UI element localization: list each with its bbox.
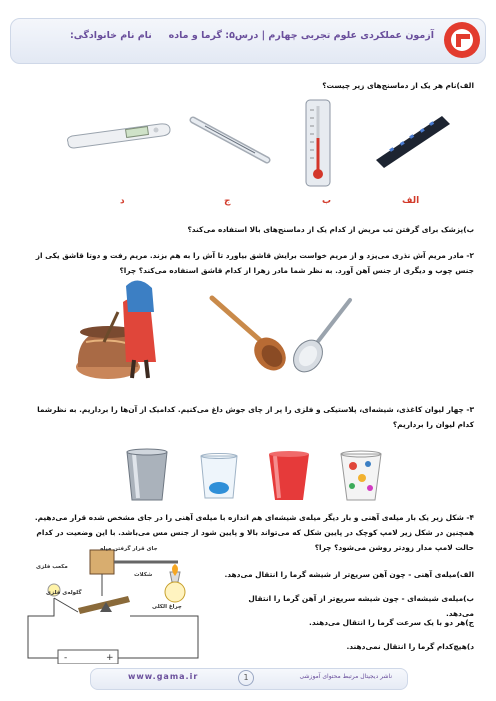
label-block: شکلات xyxy=(134,572,153,578)
label-rod-position: جای قرار گرفتن میله xyxy=(100,546,158,552)
answer-option-jim: ج)هر دو با یک سرعت گرما را انتقال می‌دهند. xyxy=(309,618,474,627)
label-alcohol-lamp: چراغ الکلی xyxy=(152,604,182,610)
footer-publisher: ناشر دیجیتال مرتبط محتوای آموزشی xyxy=(299,673,392,680)
question-1-be: ب)پزشک برای گرفتن تب مریض از کدام یک از دماسنج‌های بالا استفاده می‌کند؟ xyxy=(187,225,474,234)
glass-cup-image xyxy=(198,452,240,502)
thermometer-label-d: د xyxy=(120,196,125,206)
question-4: ۴- شکل زیر یک بار میله‌ی آهنی و بار دیگر میله‌ی شیشه‌ای هم اندازه با میله‌ی آهنی را در جای مشخص شده قرار می‌دهیم. همچنین در شکل زیر لامپ کوچک در پایین شکل که می‌تواند بالا و پایین شود از جنس مس می‌باشد. با این وضعیت در کدام حالت لامپ مدار زودتر روشن می‌شود؟ چرا؟ xyxy=(34,513,474,552)
question-2: ۲- مادر مریم آش نذری می‌پزد و از مریم خواست برایش قاشق بیاورد تا آش را به هم بزند. مریم رفت و دوتا قاشق یکی از جنس چوب و دیگری از جنس آهن آورد. به نظر شما مادر زهرا از کدام قاشق استفاده می‌کند؟ چرا؟ xyxy=(35,251,474,275)
page-number: 1 xyxy=(238,670,254,686)
strip-thermometer-image xyxy=(372,110,452,170)
header-bar xyxy=(10,18,486,64)
svg-text:-: - xyxy=(64,653,68,663)
gama-logo xyxy=(442,20,482,60)
thermometer-label-j: ج xyxy=(224,196,231,206)
label-metal-ball: گلوله‌ی فلزی xyxy=(46,590,82,596)
mercury-thermometer-image xyxy=(185,110,275,170)
worksheet-title: آزمون عملکردی علوم تجربی چهارم | درس۵: گرما و ماده xyxy=(168,30,434,41)
paper-cup-image xyxy=(338,450,384,504)
footer-website[interactable]: www.gama.ir xyxy=(128,672,199,681)
thermometer-label-b: ب xyxy=(322,196,332,206)
metal-cup-image xyxy=(124,448,170,504)
svg-text:+: + xyxy=(106,653,114,663)
student-name-label: نام نام خانوادگی: xyxy=(70,30,152,41)
question-3: ۳- چهار لیوان کاغذی، شیشه‌ای، پلاستیکی و فلزی را پر از چای جوش داغ می‌کنیم. کدامیک از آن‌ها را برداریم. به نظرشما کدام لیوان را برداریم؟ xyxy=(37,405,474,429)
answer-option-be: ب)میله‌ی شیشه‌ای - چون شیشه سریع‌تر از آهن گرما را انتقال می‌دهد. xyxy=(248,594,474,618)
answer-option-alef: الف)میله‌ی آهنی - چون آهن سریع‌تر از شیشه گرما را انتقال می‌دهد. xyxy=(224,570,474,579)
label-metal-cube: مکعب فلزی xyxy=(36,564,68,570)
thermometer-label-alef: الف xyxy=(402,196,420,206)
wall-thermometer-image xyxy=(300,98,336,188)
digital-thermometer-image xyxy=(64,118,174,158)
plastic-cup-image xyxy=(266,450,312,504)
woman-cooking-image xyxy=(68,272,168,384)
answer-option-dal: د)هیچ‌کدام گرما را انتقال نمی‌دهند. xyxy=(346,642,474,651)
question-1-alef: الف)نام هر یک از دماسنج‌های زیر چیست؟ xyxy=(322,81,474,90)
spoons-image xyxy=(206,290,356,380)
